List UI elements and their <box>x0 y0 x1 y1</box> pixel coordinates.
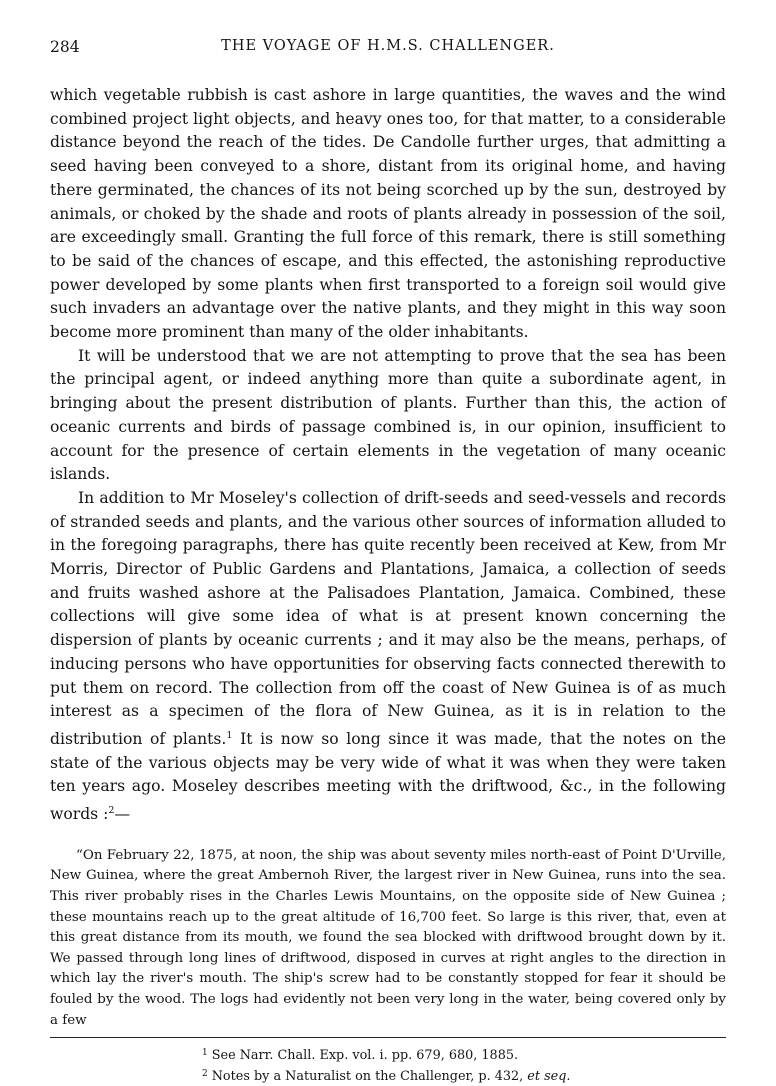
footnote-italic: et seq. <box>527 1069 571 1085</box>
footnotes <box>50 1044 726 1086</box>
footnote-1 <box>202 1044 726 1065</box>
em-dash: — <box>114 805 131 824</box>
footnote-ref-1[interactable]: 1 <box>226 729 233 741</box>
running-title: THE VOYAGE OF H.M.S. CHALLENGER. <box>221 38 555 54</box>
paragraph-collections <box>50 487 726 827</box>
paragraph-continued: which vegetable rubbish is cast ashore in large quantities, the waves and the wind combined project light objects, and heavy ones too, for that matter, to a considerable distance beyond the reach of the tides. De Candolle further urges, that admitting a seed having been conveyed to a shore, distant from its original home, and having there germinated, the chances of its not being scorched up by the sun, destroyed by animals, or choked by the shade and roots of plants already in possession of the soil, are exceedingly small. Granting the full force of this remark, there is still something to be said of the chances of escape, and this effected, the astonishing reproductive power developed by some plants when first transported to a foreign soil would give such invaders an advantage over the native plants, and they might in this way soon become more prominent than many of the older inhabitants. <box>50 86 726 342</box>
body-text <box>50 84 726 827</box>
page <box>50 38 726 1086</box>
footnote-text: Notes by a Naturalist on the Challenger, p. 432, <box>211 1069 528 1085</box>
block-quote <box>50 846 726 1031</box>
page-number: 284 <box>50 38 80 56</box>
footnote-ref-2[interactable]: 2 <box>108 805 115 817</box>
quote-text: “On February 22, 1875, at noon, the ship was about seventy miles north-east of Point D'Urville, New Guinea, where the great Ambernoh River, the largest river in New Guinea, runs into the sea. This river probably rises in the Charles Lewis Mountains, on the opposite side of New Guinea ; these mountains reach up to the great altitude of 16,700 feet. So large is this river, that, even at this great distance from its mouth, we found the sea blocked with driftwood brought down by it. We passed through long lines of driftwood, disposed in curves at right angles to the direction in which lay the river's mouth. The ship's screw had to be constantly stopped for fear it should be fouled by the wood. The logs had evidently not been very long in the water, being covered only by a few <box>50 847 726 1028</box>
footnote-mark: 1 <box>202 1048 208 1059</box>
running-head <box>50 38 726 62</box>
footnote-mark: 2 <box>202 1069 208 1080</box>
paragraph-collections-continuation: It is now so long since it was made, that the notes on the state of the various objects may be very wide of what it was when they were taken ten years ago. Moseley describes meeting with the driftwood, &c., in the following words : <box>50 729 726 824</box>
footnote-2 <box>202 1065 726 1086</box>
footnote-text: See Narr. Chall. Exp. vol. i. pp. 679, 680, 1885. <box>211 1048 519 1064</box>
paragraph-collections-main: In addition to Mr Moseley's collection of drift-seeds and seed-vessels and records of stranded seeds and plants, and the various other sources of information alluded to in the foregoing paragraphs, there has quite recently been received at Kew, from Mr Morris, Director of Public Gardens and Plantations, Jamaica, a collection of seeds and fruits washed ashore at the Palisadoes Plantation, Jamaica. Combined, these collections will give some idea of what is at present known concerning the dispersion of plants by oceanic currents ; and it may also be the means, perhaps, of inducing persons who have opportunities for observing facts connected therewith to put them on record. The collection from off the coast of New Guinea is of as much interest as a specimen of the flora of New Guinea, as it is in relation to the distribution of plants. <box>50 488 726 748</box>
footnote-rule <box>50 1037 726 1038</box>
paragraph-sea-agent: It will be understood that we are not attempting to prove that the sea has been the principal agent, or indeed anything more than quite a subordinate agent, in bringing about the present distribution of plants. Further than this, the action of oceanic currents and birds of passage combined is, in our opinion, insufficient to account for the presence of certain elements in the vegetation of many oceanic islands. <box>50 346 726 484</box>
